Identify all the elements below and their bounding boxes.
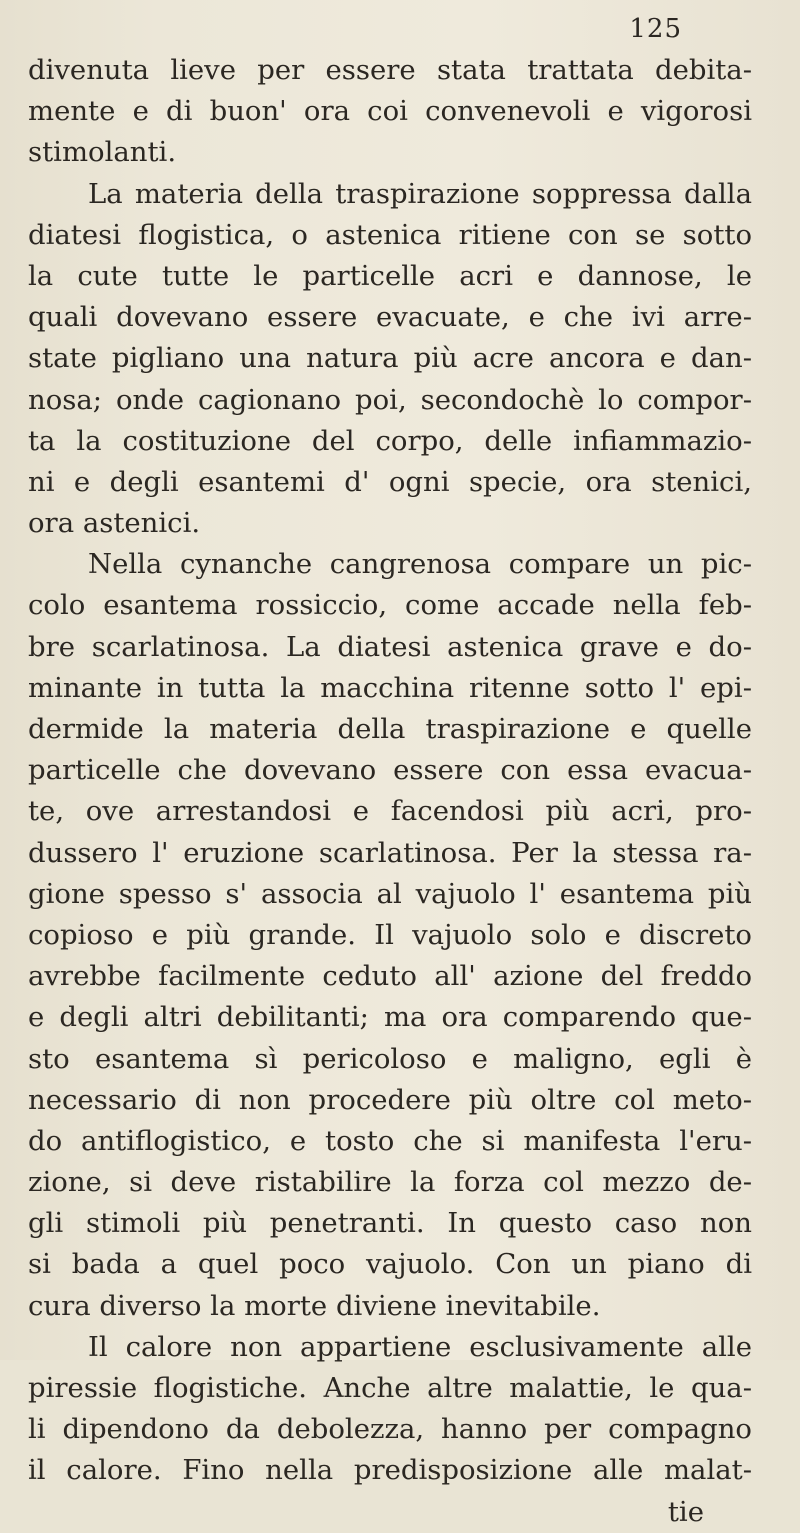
text-line: necessario di non procedere più oltre col meto-	[28, 1083, 752, 1116]
text-line: sto esantema sì pericoloso e maligno, egli è	[28, 1042, 752, 1075]
text-line: ora astenici.	[28, 507, 201, 540]
text-line: stimolanti.	[28, 136, 177, 169]
text-line: mente e di buon' ora coi convenevoli e vigorosi	[28, 95, 752, 128]
text-line: ni e degli esantemi d' ogni specie, ora stenici,	[28, 465, 752, 498]
text-line: la cute tutte le particelle acri e dannose, le	[28, 259, 752, 292]
text-line: dussero l' eruzione scarlatinosa. Per la stessa ra-	[28, 836, 752, 869]
text-line: si bada a quel poco vajuolo. Con un piano di	[28, 1248, 752, 1281]
text-line: particelle che dovevano essere con essa evacua-	[28, 754, 752, 787]
text-line: do antiflogistico, e tosto che si manifesta l'eru-	[28, 1124, 752, 1157]
text-line: Il calore non appartiene esclusivamente alle	[88, 1330, 752, 1363]
page-number: 125	[629, 14, 682, 44]
text-line: gione spesso s' associa al vajuolo l' esantema più	[28, 877, 752, 910]
text-line: e degli altri debilitanti; ma ora comparendo que-	[28, 1001, 752, 1034]
text-line: nosa; onde cagionano poi, secondochè lo compor-	[28, 383, 752, 416]
text-line: te, ove arrestandosi e facendosi più acri, pro-	[28, 795, 752, 828]
text-line: il calore. Fino nella predisposizione alle malat-	[28, 1454, 752, 1487]
text-line: state pigliano una natura più acre ancora e dan-	[28, 342, 752, 375]
text-line: dermide la materia della traspirazione e quelle	[28, 713, 752, 745]
text-line: quali dovevano essere evacuate, e che ivi arre-	[28, 301, 752, 334]
text-line: diatesi flogistica, o astenica ritiene con se sotto	[28, 218, 752, 251]
text-line: copioso e più grande. Il vajuolo solo e discreto	[28, 918, 752, 951]
text-line: cura diverso la morte diviene inevitabile.	[28, 1289, 601, 1322]
text-line: piressie flogistiche. Anche altre malattie, le qua-	[28, 1372, 752, 1404]
catchword: tie	[667, 1495, 704, 1528]
text-line: avrebbe facilmente ceduto all' azione del freddo	[28, 960, 752, 993]
text-line: zione, si deve ristabilire la forza col mezzo de-	[28, 1166, 752, 1199]
text-line: divenuta lieve per essere stata trattata debita-	[28, 54, 752, 86]
text-line: La materia della traspirazione soppressa dalla	[88, 177, 752, 210]
text-line: minante in tutta la macchina ritenne sotto l' epi-	[28, 671, 752, 704]
text-line: Nella cynanche cangrenosa compare un pic-	[88, 548, 752, 581]
text-line: bre scarlatinosa. La diatesi astenica grave e do-	[28, 630, 752, 663]
text-line: colo esantema rossiccio, come accade nella feb-	[28, 589, 752, 622]
text-line: ta la costituzione del corpo, delle infiammazio-	[28, 424, 752, 457]
text-line: gli stimoli più penetranti. In questo caso non	[28, 1207, 752, 1240]
body-text	[28, 50, 752, 1533]
text-line: li dipendono da debolezza, hanno per compagno	[28, 1413, 752, 1446]
